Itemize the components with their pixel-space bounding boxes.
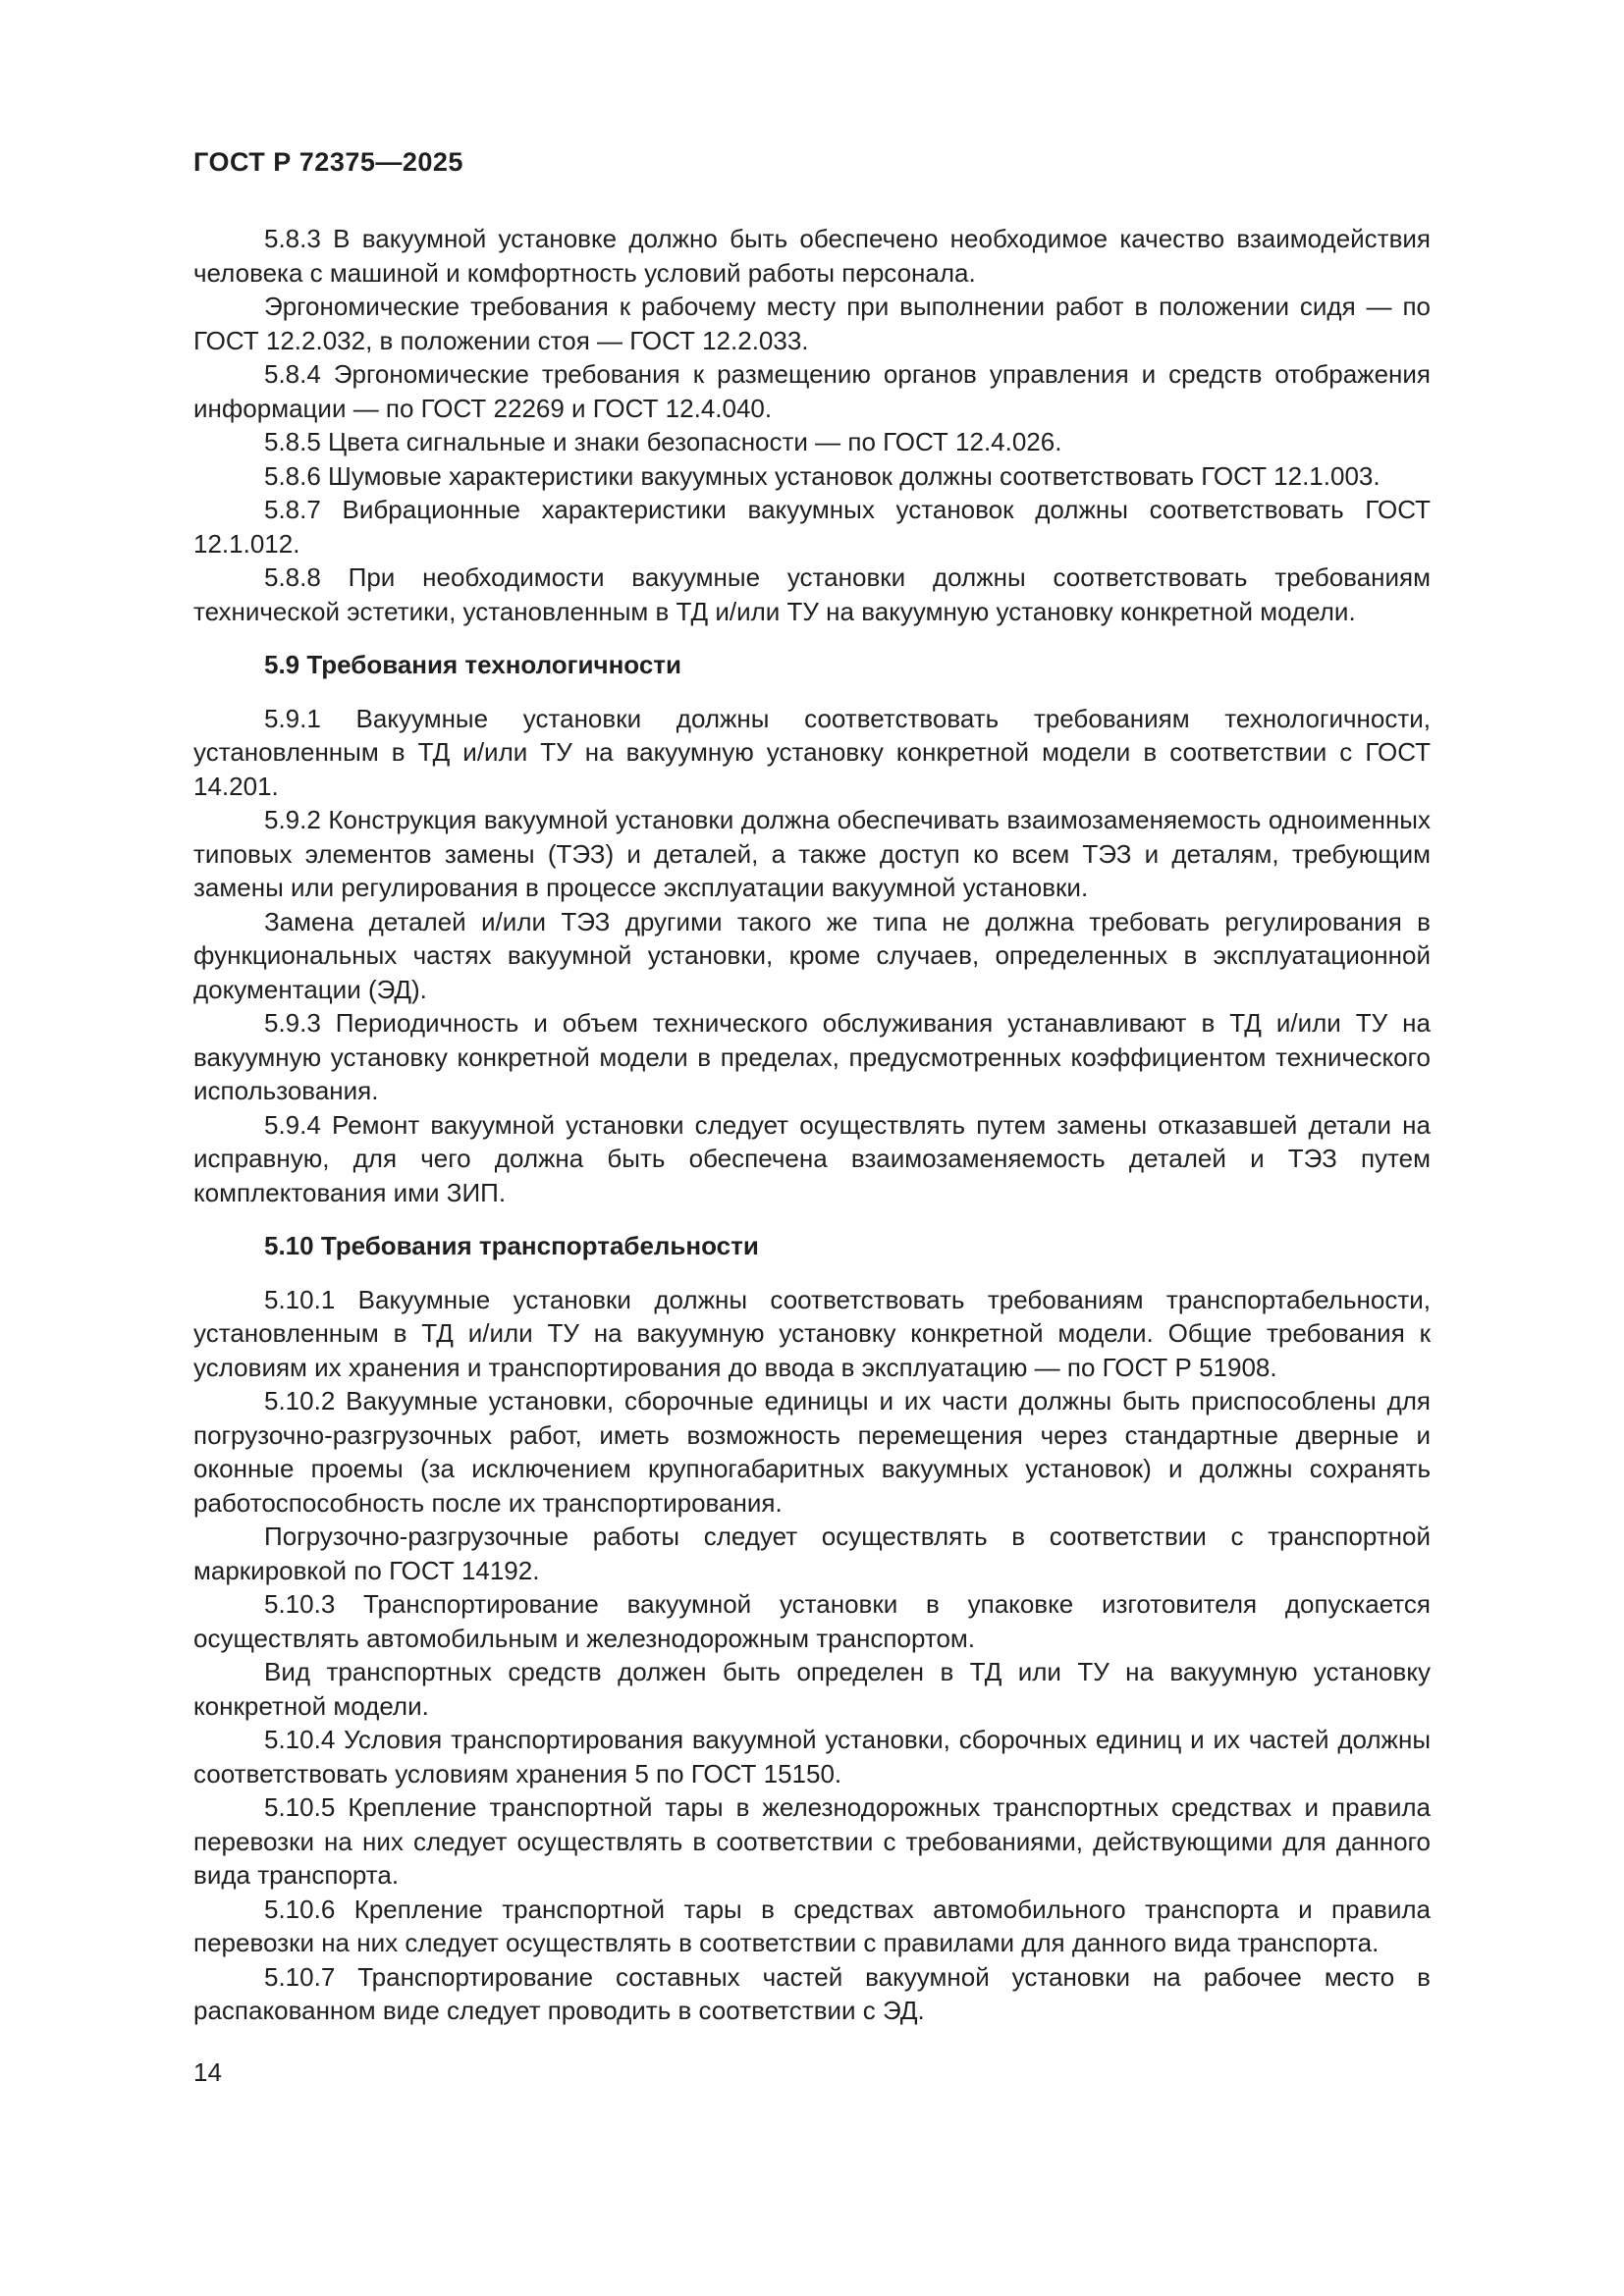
paragraph: 5.10.1 Вакуумные установки должны соответствовать требованиям транспортабельности, установленным в ТД и/или ТУ на вакуумную установку конкретной модели. Общие требования к условиям их хранения и транспортирования до ввода в эксплуатацию — по ГОСТ Р 51908. <box>193 1284 1431 1382</box>
paragraph: 5.8.4 Эргономические требования к размещению органов управления и средств отображения информации — по ГОСТ 22269 и ГОСТ 12.4.040. <box>193 359 1431 423</box>
paragraph: 5.8.6 Шумовые характеристики вакуумных установок должны соответствовать ГОСТ 12.1.003. <box>264 460 1380 491</box>
section-heading-5-10: 5.10 Требования транспортабельности <box>264 1231 759 1260</box>
paragraph: 5.10.2 Вакуумные установки, сборочные единицы и их части должны быть приспособлены для погрузочно-разгрузочных работ, иметь возможность перемещения через стандартные дверные и оконные проемы (за исключением крупногабаритных вакуумных установок) и должны сохранять работоспособность после их транспортирования. <box>193 1386 1431 1518</box>
document-header: ГОСТ Р 72375—2025 <box>193 147 463 177</box>
paragraph: 5.10.3 Транспортирование вакуумной установки в упаковке изготовителя допускается осуществлять автомобильным и железнодорожным транспортом. <box>193 1589 1431 1653</box>
paragraph: 5.8.5 Цвета сигнальные и знаки безопасности — по ГОСТ 12.4.026. <box>264 427 1062 456</box>
paragraph: 5.9.1 Вакуумные установки должны соответствовать требованиям технологичности, установленным в ТД и/или ТУ на вакуумную установку конкретной модели в соответствии с ГОСТ 14.201. <box>193 703 1431 801</box>
document-body <box>193 222 1431 2028</box>
paragraph: Эргономические требования к рабочему месту при выполнении работ в положении сидя — по ГОСТ 12.2.032, в положении стоя — ГОСТ 12.2.033. <box>193 292 1431 355</box>
paragraph: 5.9.4 Ремонт вакуумной установки следует осуществлять путем замены отказавшей детали на исправную, для чего должна быть обеспечена взаимозаменяемость деталей и ТЭЗ путем комплектования ими ЗИП. <box>193 1109 1431 1207</box>
paragraph: Погрузочно-разгрузочные работы следует осуществлять в соответствии с транспортной маркировкой по ГОСТ 14192. <box>193 1522 1431 1585</box>
paragraph: 5.8.7 Вибрационные характеристики вакуумных установок должны соответствовать ГОСТ 12.1.012. <box>193 495 1431 559</box>
paragraph: Вид транспортных средств должен быть определен в ТД или ТУ на вакуумную установку конкретной модели. <box>193 1657 1431 1721</box>
section-heading-5-9: 5.9 Требования технологичности <box>264 650 682 679</box>
paragraph: 5.9.2 Конструкция вакуумной установки должна обеспечивать взаимозаменяемость одноименных типовых элементов замены (ТЭЗ) и деталей, а также доступ ко всем ТЭЗ и деталям, требующим замены или регулирования в процессе эксплуатации вакуумной установки. <box>193 805 1431 902</box>
paragraph: Замена деталей и/или ТЭЗ другими такого же типа не должна требовать регулирования в функциональных частях вакуумной установки, кроме случаев, определенных в эксплуатационной документации (ЭД). <box>193 906 1431 1004</box>
paragraph: 5.8.3 В вакуумной установке должно быть обеспечено необходимое качество взаимодействия человека с машиной и комфортность условий работы персонала. <box>193 224 1431 288</box>
paragraph: 5.9.3 Периодичность и объем технического обслуживания устанавливают в ТД и/или ТУ на вакуумную установку конкретной модели в пределах, предусмотренных коэффициентом технического использования. <box>193 1008 1431 1105</box>
paragraph: 5.10.6 Крепление транспортной тары в средствах автомобильного транспорта и правила перевозки на них следует осуществлять в соответствии с правилами для данного вида транспорта. <box>193 1894 1431 1957</box>
page-number: 14 <box>193 2057 222 2087</box>
paragraph: 5.10.5 Крепление транспортной тары в железнодорожных транспортных средствах и правила перевозки на них следует осуществлять в соответствии с требованиями, действующими для данного вида транспорта. <box>193 1792 1431 1890</box>
paragraph: 5.10.7 Транспортирование составных частей вакуумной установки на рабочее место в распакованном виде следует проводить в соответствии с ЭД. <box>193 1961 1431 2025</box>
paragraph: 5.10.4 Условия транспортирования вакуумной установки, сборочных единиц и их частей должны соответствовать условиям хранения 5 по ГОСТ 15150. <box>193 1725 1431 1789</box>
paragraph: 5.8.8 При необходимости вакуумные установки должны соответствовать требованиям технической эстетики, установленным в ТД и/или ТУ на вакуумную установку конкретной модели. <box>193 562 1431 626</box>
